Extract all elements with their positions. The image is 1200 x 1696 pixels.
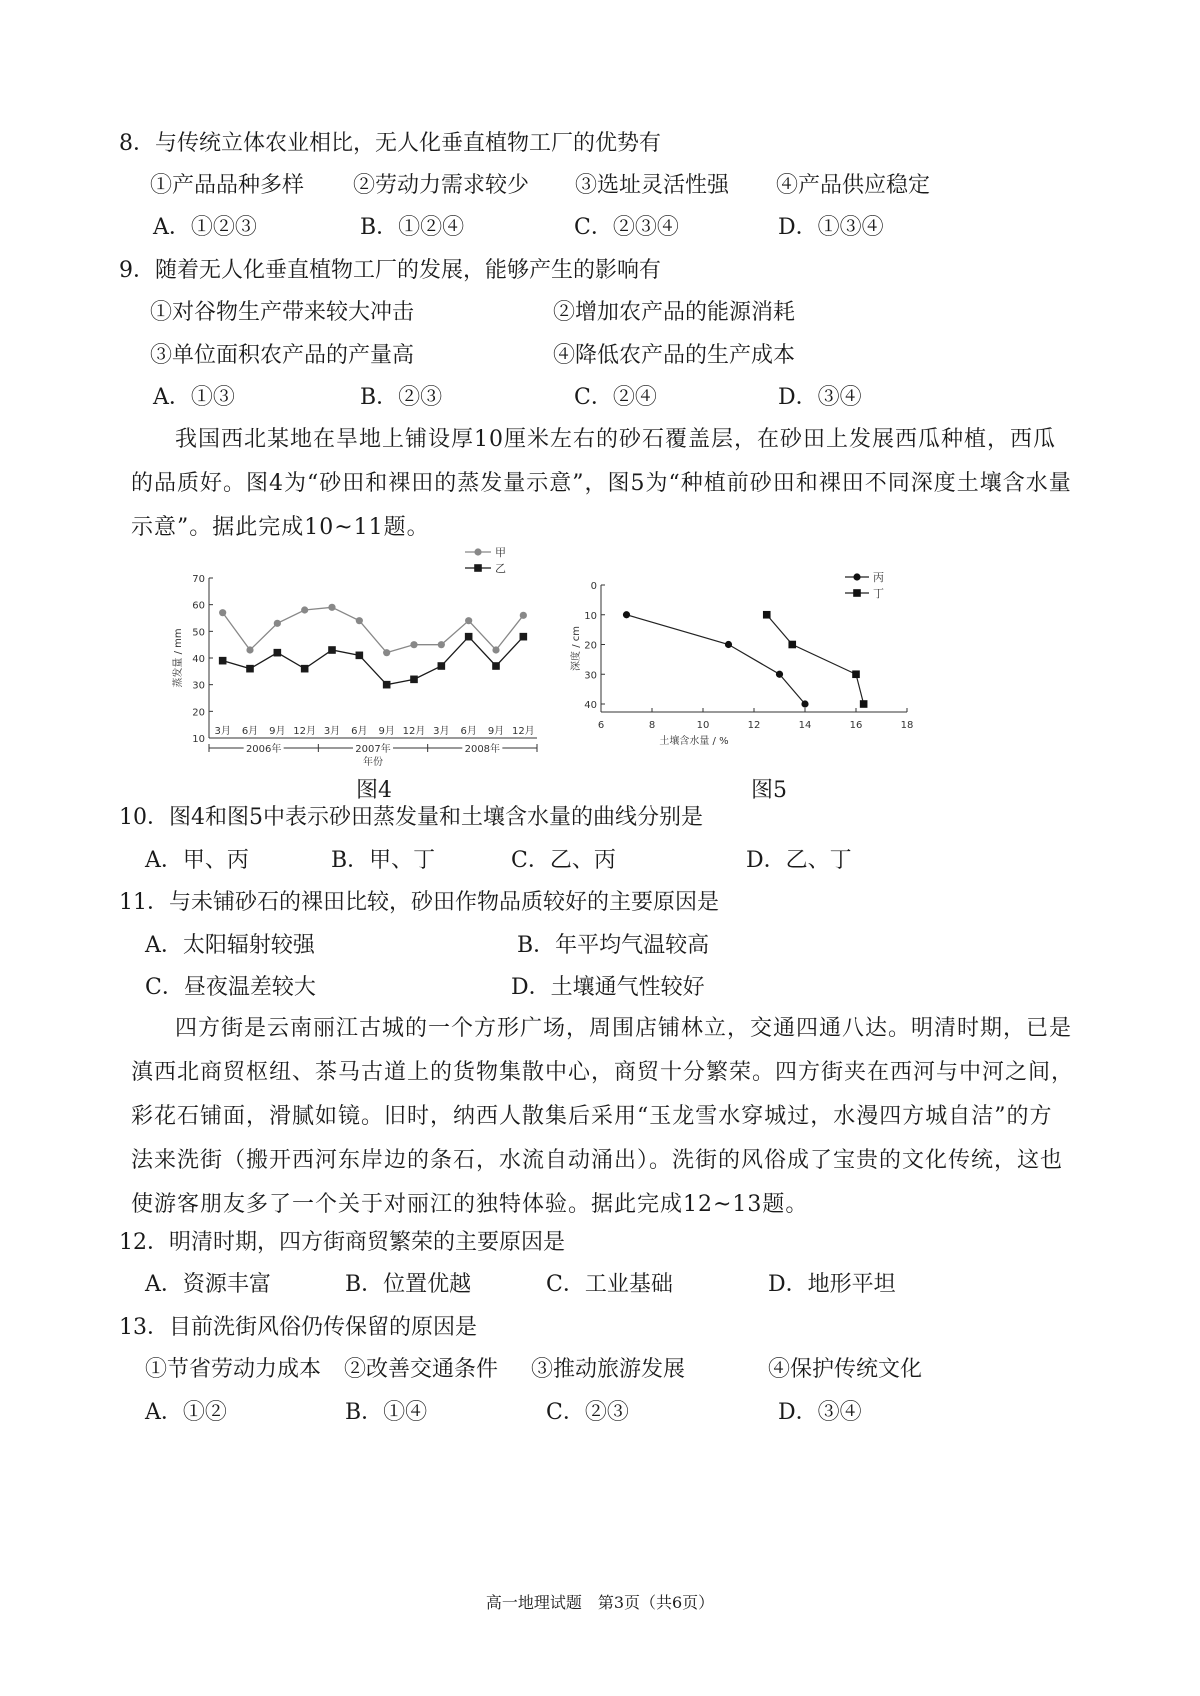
legend-label: 乙 (495, 562, 506, 575)
q13-item-2: ②改善交通条件 (344, 1357, 499, 1382)
y-tick-label: 50 (192, 627, 205, 639)
legend-marker (853, 573, 860, 580)
x-tick-label: 10 (696, 720, 710, 731)
x-tick-label: 6 (597, 720, 605, 731)
q8-item-4: ④产品供应稳定 (776, 173, 931, 198)
q13-item-1: ①节省劳动力成本 (145, 1357, 322, 1382)
y-tick-label: 10 (192, 734, 205, 745)
year-label: 2007年 (355, 744, 391, 755)
question-8-stem: 8．与传统立体农业相比，无人化垂直植物工厂的优势有 (119, 131, 661, 156)
y-tick-label: 20 (584, 640, 597, 652)
q9-option-d[interactable]: D．③④ (778, 385, 862, 410)
x-tick-label: 12月 (511, 726, 535, 737)
data-point (246, 665, 254, 673)
data-point (776, 671, 783, 678)
q9-item-4: ④降低农产品的生产成本 (553, 343, 796, 368)
data-point (410, 641, 417, 648)
data-point (301, 665, 309, 673)
q10-option-c[interactable]: C．乙、丙 (511, 848, 616, 873)
x-tick-label: 14 (798, 720, 812, 731)
legend-marker (853, 589, 861, 597)
legend-label: 丁 (873, 587, 884, 600)
q8-option-a[interactable]: A．①②③ (153, 215, 257, 240)
q8-option-d[interactable]: D．①③④ (778, 215, 884, 240)
q8-option-b[interactable]: B．①②④ (360, 215, 465, 240)
data-point (410, 676, 418, 684)
q13-option-c[interactable]: C．②③ (546, 1400, 629, 1425)
q12-option-a[interactable]: A．资源丰富 (145, 1272, 271, 1297)
x-tick-label: 12 (747, 720, 761, 731)
legend-marker (474, 548, 481, 555)
q10-option-b[interactable]: B．甲、丁 (331, 848, 436, 873)
question-13-stem: 13．目前洗街风俗仍传保留的原因是 (119, 1315, 477, 1340)
data-point (520, 612, 527, 619)
x-tick-label: 6月 (351, 726, 368, 737)
year-label: 2008年 (464, 744, 501, 755)
q8-item-2: ②劳动力需求较少 (353, 173, 530, 198)
y-tick-label: 70 (192, 574, 205, 585)
question-10-stem: 10．图4和图5中表示砂田蒸发量和土壤含水量的曲线分别是 (119, 805, 703, 830)
data-point (219, 609, 226, 616)
series-line (767, 615, 864, 704)
q12-option-d[interactable]: D．地形平坦 (768, 1272, 896, 1297)
question-12-stem: 12．明清时期，四方街商贸繁荣的主要原因是 (119, 1230, 565, 1255)
x-tick-label: 6月 (460, 726, 477, 737)
data-point (328, 646, 336, 654)
x-tick-label: 9月 (378, 726, 395, 737)
legend-label: 甲 (495, 546, 506, 559)
y-tick-label: 40 (192, 654, 205, 665)
x-tick-label: 12月 (293, 726, 317, 737)
x-tick-label: 9月 (269, 726, 286, 737)
question-9-stem: 9．随着无人化垂直植物工厂的发展，能够产生的影响有 (119, 258, 661, 283)
y-tick-label: 30 (584, 670, 597, 682)
y-tick-label: 60 (192, 600, 205, 612)
data-point (520, 633, 528, 641)
data-point (492, 662, 500, 670)
data-point (356, 652, 364, 660)
series-乙 (219, 633, 527, 689)
q9-option-b[interactable]: B．②③ (360, 385, 443, 410)
data-point (852, 670, 860, 678)
y-tick-label: 20 (192, 707, 205, 719)
data-point (219, 657, 227, 665)
q13-item-3: ③推动旅游发展 (531, 1357, 686, 1382)
q12-option-b[interactable]: B．位置优越 (345, 1272, 472, 1297)
y-tick-label: 0 (590, 581, 597, 592)
data-point (246, 646, 253, 653)
figure-4-evaporation-chart (165, 540, 545, 770)
data-point (492, 646, 499, 653)
x-tick-label: 3月 (323, 726, 341, 737)
x-axis-label: 土壤含水量 / % (659, 736, 729, 747)
q13-option-d[interactable]: D．③④ (778, 1400, 862, 1425)
x-tick-label: 3月 (433, 726, 450, 737)
passage-sand-field: 我国西北某地在旱地上铺设厚10厘米左右的砂石覆盖层，在砂田上发展西瓜种植，西瓜的品质好。图4为“砂田和裸田的蒸发量示意”，图5为“种植前砂田和裸田不同深度土壤含水量示意”。据此完成10~11题。 (131, 427, 1072, 540)
x-tick-label: 8 (648, 720, 656, 731)
q8-item-1: ①产品品种多样 (150, 173, 305, 198)
x-tick-label: 16 (849, 720, 863, 731)
q11-option-c[interactable]: C．昼夜温差较大 (145, 975, 316, 1000)
q13-option-b[interactable]: B．①④ (345, 1400, 428, 1425)
x-tick-label: 6月 (241, 726, 259, 737)
series-丁 (763, 611, 868, 708)
series-甲 (219, 604, 527, 657)
data-point (438, 641, 445, 648)
page-footer: 高一地理试题 第3页（共6页） (485, 1593, 715, 1612)
q9-option-a[interactable]: A．①③ (153, 385, 235, 410)
q10-option-d[interactable]: D．乙、丁 (746, 848, 852, 873)
data-point (383, 681, 391, 689)
q11-option-b[interactable]: B．年平均气温较高 (517, 933, 710, 958)
y-tick-label: 40 (584, 700, 597, 711)
data-point (860, 700, 868, 708)
data-point (465, 633, 473, 641)
q8-item-3: ③选址灵活性强 (575, 173, 730, 198)
q9-option-c[interactable]: C．②④ (574, 385, 657, 410)
figure-4-caption: 图4 (356, 778, 392, 803)
q8-option-c[interactable]: C．②③④ (574, 215, 679, 240)
data-point (383, 649, 390, 656)
data-point (274, 649, 282, 657)
y-tick-label: 10 (584, 610, 597, 622)
q12-option-c[interactable]: C．工业基础 (546, 1272, 673, 1297)
q11-option-a[interactable]: A．太阳辐射较强 (145, 933, 315, 958)
series-line (223, 607, 524, 652)
q10-option-a[interactable]: A．甲、丙 (145, 848, 249, 873)
data-point (763, 611, 771, 619)
data-point (301, 606, 308, 613)
q13-item-4: ④保护传统文化 (768, 1357, 923, 1382)
y-axis-label: 深度 / cm (571, 626, 582, 671)
legend-label: 丙 (873, 571, 884, 584)
data-point (274, 620, 281, 627)
q13-option-a[interactable]: A．①② (145, 1400, 227, 1425)
legend-marker (474, 564, 482, 572)
y-axis-label: 蒸发量 / mm (173, 628, 184, 688)
q9-item-3: ③单位面积农产品的产量高 (150, 343, 415, 368)
data-point (623, 611, 630, 618)
q9-item-2: ②增加农产品的能源消耗 (553, 300, 796, 325)
question-11-stem: 11．与未铺砂石的裸田比较，砂田作物品质较好的主要原因是 (119, 890, 719, 915)
x-tick-label: 3月 (214, 726, 231, 737)
series-line (223, 637, 524, 685)
y-tick-label: 30 (192, 680, 205, 692)
x-axis-label: 年份 (363, 757, 383, 768)
data-point (356, 617, 363, 624)
figure-5-soil-moisture-chart (565, 560, 925, 760)
q9-item-1: ①对谷物生产带来较大冲击 (150, 300, 415, 325)
x-tick-label: 18 (900, 720, 914, 731)
x-tick-label: 9月 (487, 726, 505, 737)
data-point (801, 700, 808, 707)
q11-option-d[interactable]: D．土壤通气性较好 (511, 975, 705, 1000)
passage-sifang-street: 四方街是云南丽江古城的一个方形广场，周围店铺林立，交通四通八达。明清时期，已是滇西北商贸枢纽、茶马古道上的货物集散中心，商贸十分繁荣。四方街夹在西河与中河之间，彩花石铺面，滑腻如镜。旧时，纳西人散集后采用“玉龙雪水穿城过，水漫四方城自洁”的方法来洗街（搬开西河东岸边的条石，水流自动涌出）。洗街的风俗成了宝贵的文化传统，这也使游客朋友多了一个关于对丽江的独特体验。据此完成12~13题。 (131, 1016, 1075, 1217)
data-point (465, 617, 472, 624)
series-丙 (623, 611, 809, 707)
year-label: 2006年 (245, 744, 282, 755)
data-point (788, 641, 796, 649)
data-point (328, 604, 335, 611)
data-point (725, 641, 732, 648)
data-point (438, 662, 446, 670)
figure-5-caption: 图5 (751, 778, 787, 803)
x-tick-label: 12月 (402, 726, 426, 737)
